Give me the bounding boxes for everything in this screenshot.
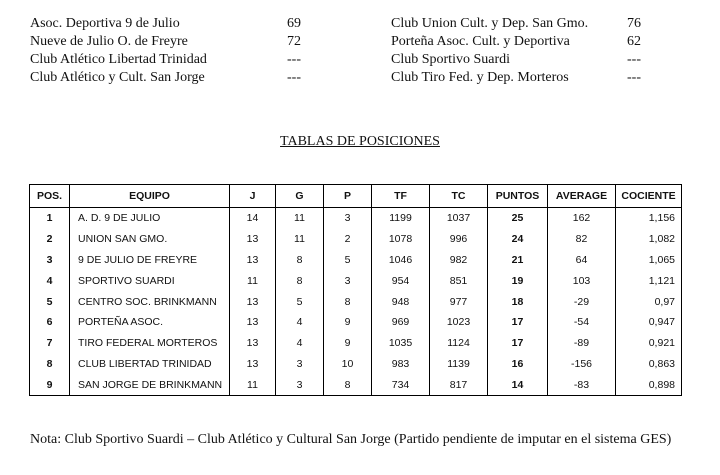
- played-cell: 13: [230, 229, 276, 250]
- lost-cell: 2: [324, 229, 372, 250]
- lost-cell: 8: [324, 291, 372, 312]
- result-home-score: ---: [287, 70, 301, 85]
- pos-cell: 5: [30, 291, 70, 312]
- pos-cell: 7: [30, 333, 70, 354]
- points-for-cell: 983: [372, 354, 430, 375]
- points-for-cell: 954: [372, 270, 430, 291]
- ratio-cell: 0,97: [616, 291, 682, 312]
- points-cell: 25: [488, 208, 548, 229]
- result-home-team: Asoc. Deportiva 9 de Julio: [30, 16, 180, 31]
- points-against-cell: 1037: [430, 208, 488, 229]
- played-cell: 11: [230, 374, 276, 395]
- points-cell: 17: [488, 312, 548, 333]
- won-cell: 3: [276, 374, 324, 395]
- pos-cell: 9: [30, 374, 70, 395]
- team-cell: 9 DE JULIO DE FREYRE: [70, 250, 230, 271]
- ratio-cell: 1,065: [616, 250, 682, 271]
- ratio-cell: 1,121: [616, 270, 682, 291]
- won-cell: 8: [276, 250, 324, 271]
- standings-row: [30, 312, 682, 333]
- points-cell: 17: [488, 333, 548, 354]
- header-pos: POS.: [30, 185, 70, 208]
- points-for-cell: 948: [372, 291, 430, 312]
- team-cell: CENTRO SOC. BRINKMANN: [70, 291, 230, 312]
- won-cell: 8: [276, 270, 324, 291]
- lost-cell: 9: [324, 312, 372, 333]
- average-cell: -54: [548, 312, 616, 333]
- team-cell: CLUB LIBERTAD TRINIDAD: [70, 354, 230, 375]
- result-away-score: 76: [627, 16, 641, 31]
- result-home-team: Club Atlético y Cult. San Jorge: [30, 70, 205, 85]
- average-cell: 64: [548, 250, 616, 271]
- standings-row: [30, 250, 682, 271]
- result-away-score: ---: [627, 70, 641, 85]
- points-against-cell: 982: [430, 250, 488, 271]
- average-cell: -89: [548, 333, 616, 354]
- points-cell: 14: [488, 374, 548, 395]
- ratio-cell: 1,156: [616, 208, 682, 229]
- average-cell: -29: [548, 291, 616, 312]
- ratio-cell: 0,898: [616, 374, 682, 395]
- result-home-score: ---: [287, 52, 301, 67]
- ratio-cell: 0,863: [616, 354, 682, 375]
- header-lost: P: [324, 185, 372, 208]
- team-cell: SPORTIVO SUARDI: [70, 270, 230, 291]
- pos-cell: 8: [30, 354, 70, 375]
- won-cell: 3: [276, 354, 324, 375]
- pos-cell: 3: [30, 250, 70, 271]
- result-away-score: ---: [627, 52, 641, 67]
- played-cell: 13: [230, 354, 276, 375]
- average-cell: 162: [548, 208, 616, 229]
- points-against-cell: 1139: [430, 354, 488, 375]
- result-away-team: Club Tiro Fed. y Dep. Morteros: [391, 70, 569, 85]
- points-against-cell: 1124: [430, 333, 488, 354]
- points-against-cell: 851: [430, 270, 488, 291]
- standings-row: [30, 354, 682, 375]
- points-cell: 18: [488, 291, 548, 312]
- header-played: J: [230, 185, 276, 208]
- played-cell: 13: [230, 312, 276, 333]
- won-cell: 11: [276, 229, 324, 250]
- standings-header-row: [30, 185, 682, 208]
- standings-row: [30, 374, 682, 395]
- team-cell: SAN JORGE DE BRINKMANN: [70, 374, 230, 395]
- lost-cell: 3: [324, 270, 372, 291]
- standings-table: [29, 184, 682, 396]
- average-cell: -83: [548, 374, 616, 395]
- result-away-team: Porteña Asoc. Cult. y Deportiva: [391, 34, 570, 49]
- team-cell: TIRO FEDERAL MORTEROS: [70, 333, 230, 354]
- team-cell: UNION SAN GMO.: [70, 229, 230, 250]
- lost-cell: 9: [324, 333, 372, 354]
- points-against-cell: 817: [430, 374, 488, 395]
- lost-cell: 3: [324, 208, 372, 229]
- result-home-team: Nueve de Julio O. de Freyre: [30, 34, 188, 49]
- won-cell: 11: [276, 208, 324, 229]
- standings-row: [30, 291, 682, 312]
- standings-title: TABLAS DE POSICIONES: [280, 134, 440, 149]
- standings-row: [30, 270, 682, 291]
- header-points-for: TF: [372, 185, 430, 208]
- header-points-against: TC: [430, 185, 488, 208]
- standings-row: [30, 208, 682, 229]
- points-for-cell: 1035: [372, 333, 430, 354]
- header-average: AVERAGE: [548, 185, 616, 208]
- won-cell: 5: [276, 291, 324, 312]
- points-for-cell: 969: [372, 312, 430, 333]
- pos-cell: 2: [30, 229, 70, 250]
- pos-cell: 6: [30, 312, 70, 333]
- played-cell: 13: [230, 291, 276, 312]
- points-for-cell: 734: [372, 374, 430, 395]
- pos-cell: 4: [30, 270, 70, 291]
- average-cell: 103: [548, 270, 616, 291]
- result-home-score: 72: [287, 34, 301, 49]
- ratio-cell: 0,947: [616, 312, 682, 333]
- result-home-team: Club Atlético Libertad Trinidad: [30, 52, 207, 67]
- average-cell: 82: [548, 229, 616, 250]
- points-for-cell: 1046: [372, 250, 430, 271]
- header-points: PUNTOS: [488, 185, 548, 208]
- played-cell: 14: [230, 208, 276, 229]
- played-cell: 13: [230, 250, 276, 271]
- points-cell: 19: [488, 270, 548, 291]
- points-for-cell: 1078: [372, 229, 430, 250]
- team-cell: PORTEÑA ASOC.: [70, 312, 230, 333]
- ratio-cell: 1,082: [616, 229, 682, 250]
- header-won: G: [276, 185, 324, 208]
- ratio-cell: 0,921: [616, 333, 682, 354]
- points-cell: 16: [488, 354, 548, 375]
- team-cell: A. D. 9 DE JULIO: [70, 208, 230, 229]
- header-ratio: COCIENTE: [616, 185, 682, 208]
- result-away-team: Club Sportivo Suardi: [391, 52, 511, 67]
- points-against-cell: 1023: [430, 312, 488, 333]
- won-cell: 4: [276, 312, 324, 333]
- points-cell: 24: [488, 229, 548, 250]
- average-cell: -156: [548, 354, 616, 375]
- header-team: EQUIPO: [70, 185, 230, 208]
- standings-row: [30, 229, 682, 250]
- standings-row: [30, 333, 682, 354]
- won-cell: 4: [276, 333, 324, 354]
- points-cell: 21: [488, 250, 548, 271]
- result-away-score: 62: [627, 34, 641, 49]
- played-cell: 11: [230, 270, 276, 291]
- lost-cell: 8: [324, 374, 372, 395]
- pos-cell: 1: [30, 208, 70, 229]
- lost-cell: 10: [324, 354, 372, 375]
- lost-cell: 5: [324, 250, 372, 271]
- points-for-cell: 1199: [372, 208, 430, 229]
- result-away-team: Club Union Cult. y Dep. San Gmo.: [391, 16, 589, 31]
- points-against-cell: 996: [430, 229, 488, 250]
- result-home-score: 69: [287, 16, 301, 31]
- standings-body: [30, 208, 682, 396]
- footnote: Nota: Club Sportivo Suardi – Club Atlético y Cultural San Jorge (Partido pendiente de imputar en el sistema GES): [30, 432, 672, 447]
- played-cell: 13: [230, 333, 276, 354]
- points-against-cell: 977: [430, 291, 488, 312]
